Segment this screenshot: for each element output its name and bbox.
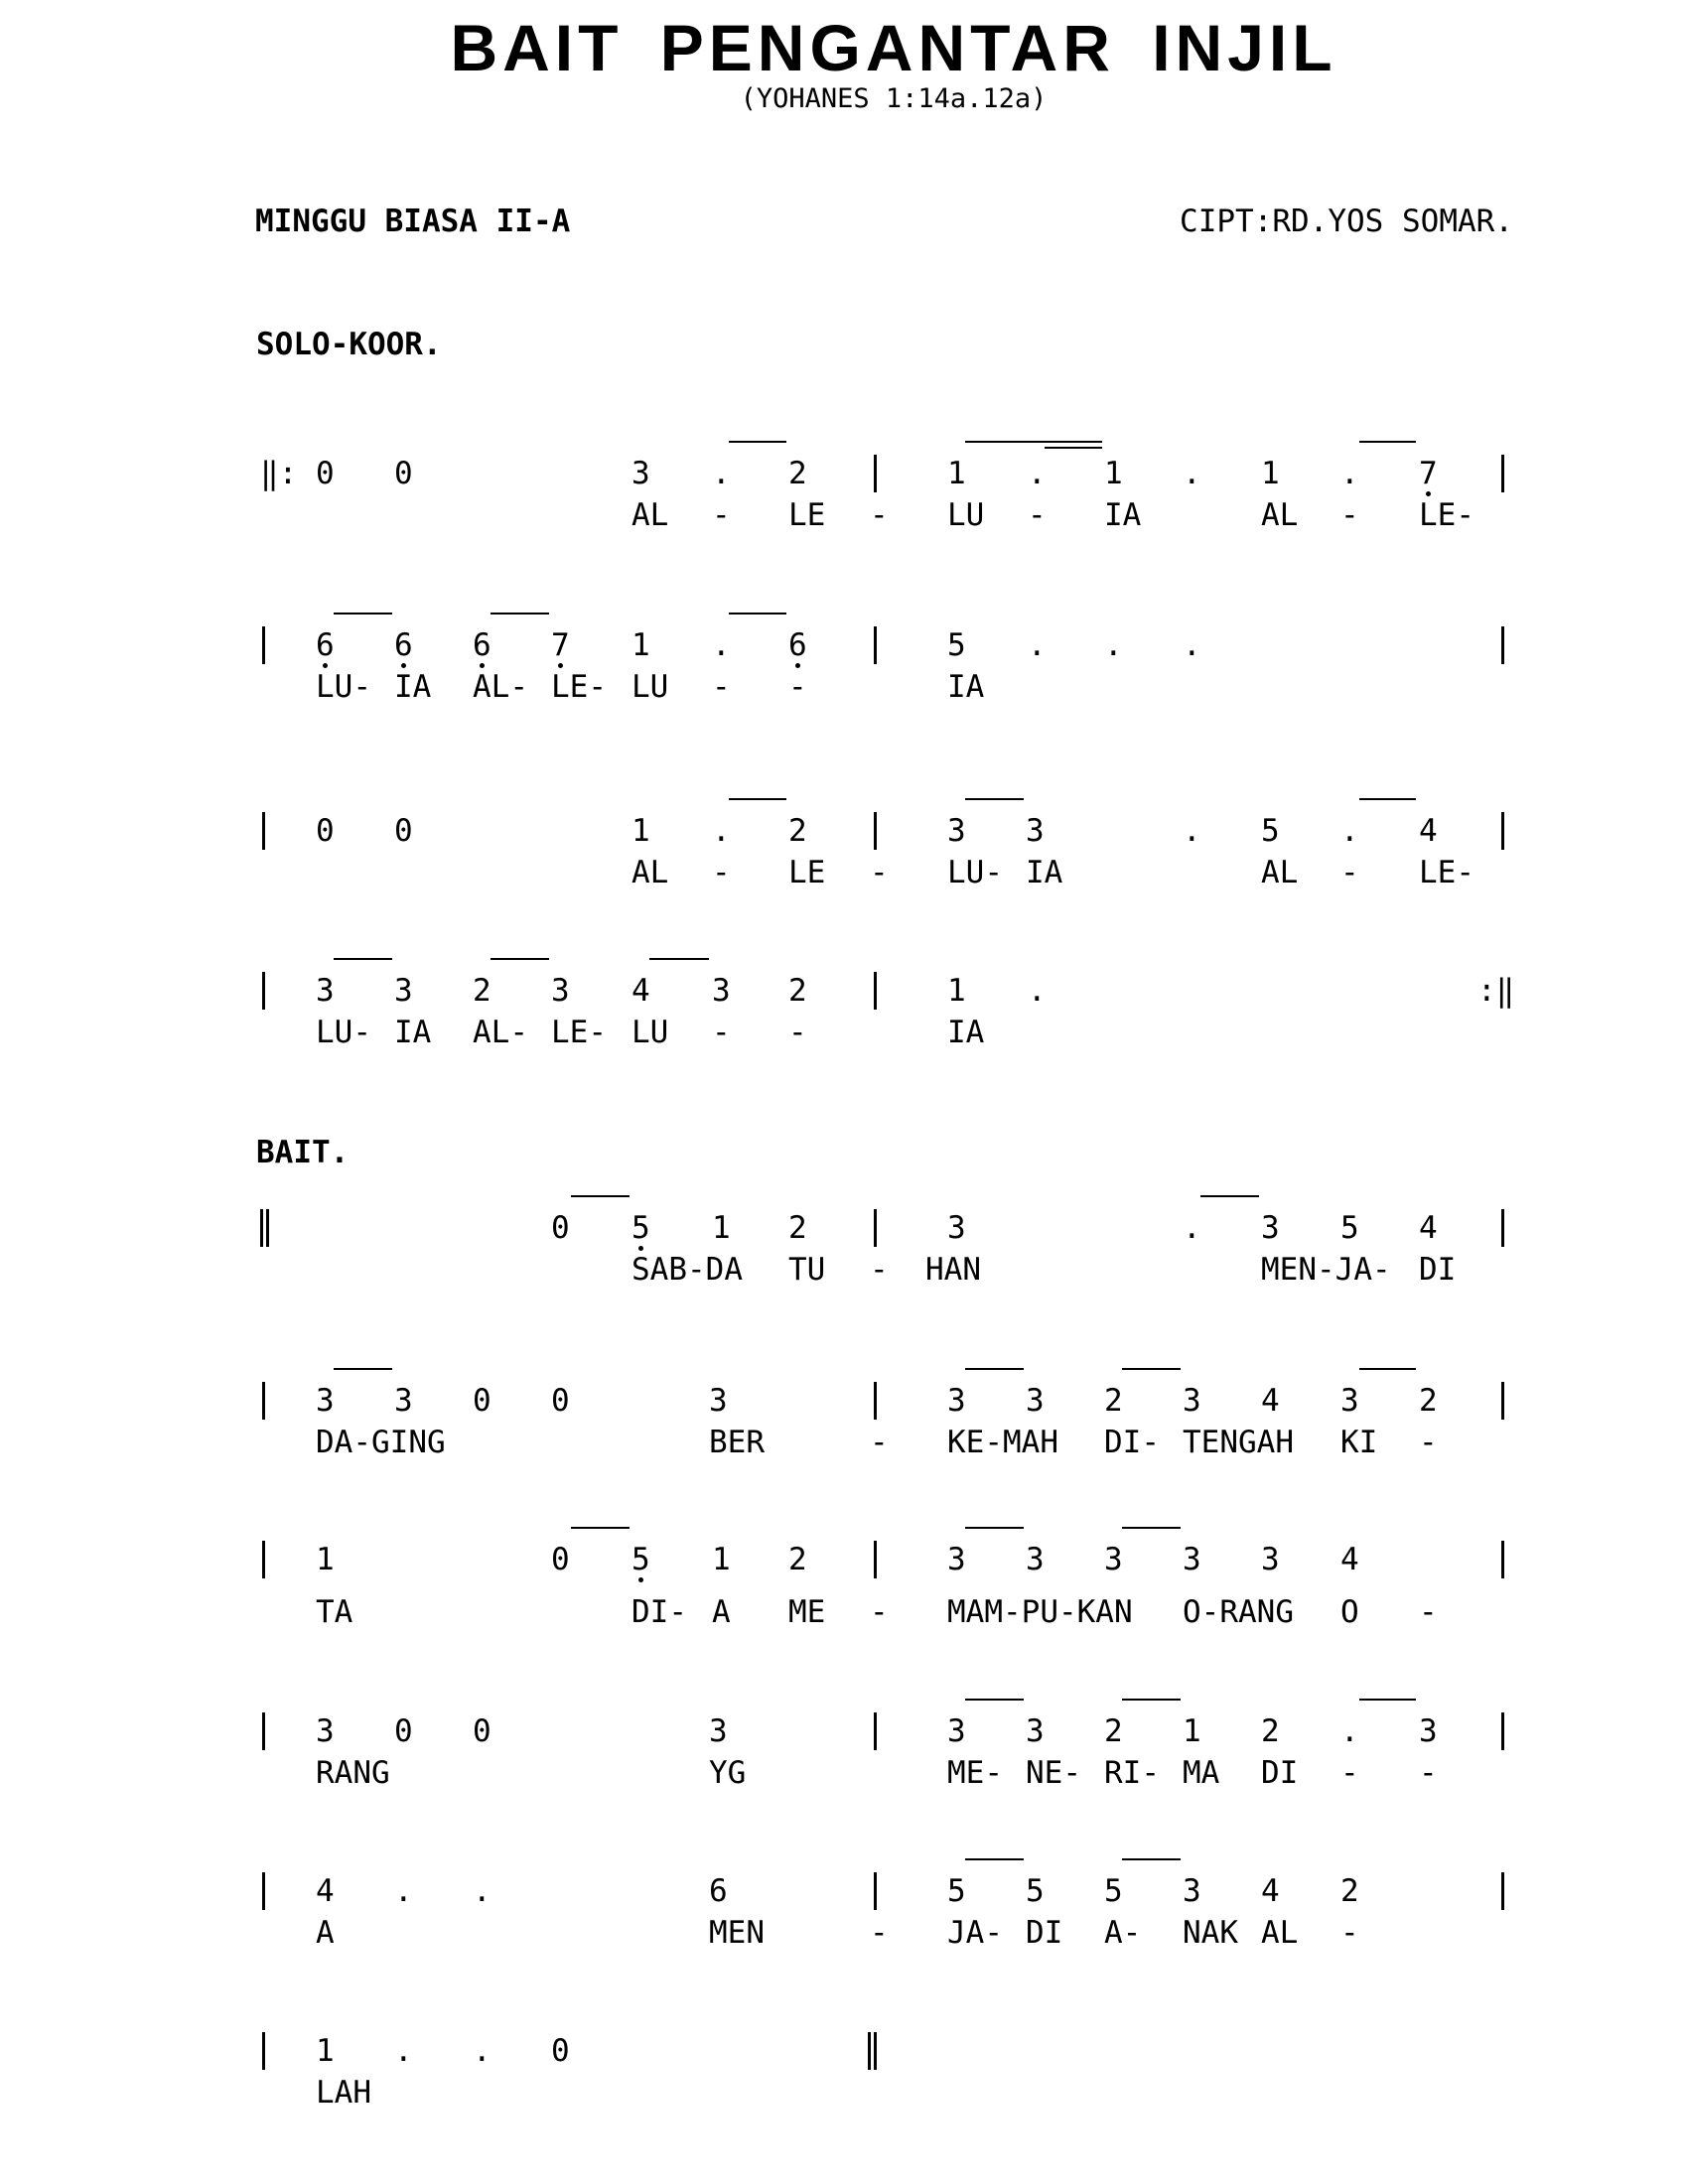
lyric-syllable: IA [947,1015,985,1050]
lyric-syllable: - [1419,1594,1438,1630]
double-barline [266,1209,269,1247]
note-symbol: 2 [1340,1873,1359,1909]
lyric-syllable: KE-MAH [947,1425,1058,1460]
lyric-syllable: AL [632,855,669,890]
barline [1501,1712,1504,1750]
note-symbol: 0 [473,1383,491,1419]
lower-octave-dot [480,663,485,668]
note-symbol: 1 [712,1542,731,1577]
lyric-syllable: AL [1261,855,1299,890]
lyric-syllable: - [1028,497,1047,533]
lyric-syllable: LU [632,1015,669,1050]
lyric-syllable: AL- [473,669,528,705]
note-symbol: . [712,456,731,491]
lyric-syllable: DI [1261,1755,1299,1791]
note-symbol: 6 [394,627,413,663]
note-symbol: 3 [316,973,335,1009]
beam-line [491,958,549,960]
note-symbol: 0 [551,2033,570,2069]
note-symbol: . [1183,627,1201,663]
note-symbol: 3 [1026,1383,1045,1419]
lower-octave-dot [1426,491,1431,496]
barline [262,1712,265,1750]
lyric-syllable: LE- [551,1015,607,1050]
beam-line [1122,1858,1181,1860]
lyric-syllable: - [870,497,889,533]
beam-line [571,1195,630,1197]
note-symbol: . [394,2033,413,2069]
barline [1501,1872,1504,1910]
lyric-syllable: LU- [947,855,1003,890]
page-title: BAIT PENGANTAR INJIL [450,11,1337,84]
lyric-syllable: MEN [709,1915,765,1951]
barline [874,1209,877,1247]
lyric-syllable: - [1419,1755,1438,1791]
lyric-syllable: O [1340,1594,1359,1630]
lyric-syllable: - [712,855,731,890]
beam-line [1122,1368,1181,1370]
note-symbol: :‖ [1477,973,1515,1009]
lyric-syllable: JA- [947,1915,1003,1951]
lyric-syllable: RI- [1104,1755,1160,1791]
note-symbol: 2 [1261,1713,1280,1749]
barline [874,1382,877,1420]
lyric-syllable: - [1340,1755,1359,1791]
lyric-syllable: - [1340,855,1359,890]
note-symbol: 4 [316,1873,335,1909]
lyric-syllable: LAH [316,2075,371,2111]
barline [262,972,265,1010]
barline [1501,1541,1504,1578]
section-heading-refrain: SOLO-KOOR. [256,327,442,362]
note-symbol: 1 [947,456,966,491]
lower-octave-dot [638,1577,643,1582]
barline [874,1541,877,1578]
note-symbol: . [394,1873,413,1909]
lyric-syllable: SAB-DA [632,1252,743,1288]
note-symbol: 2 [788,1210,807,1246]
note-symbol: 4 [1340,1542,1359,1577]
lyric-syllable: A [316,1915,335,1951]
note-symbol: 5 [947,1873,966,1909]
note-symbol: 2 [788,973,807,1009]
note-symbol: . [712,813,731,849]
lower-octave-dot [401,663,406,668]
lower-octave-dot [558,663,563,668]
note-symbol: 1 [632,813,650,849]
occasion-label: MINGGU BIASA II-A [255,204,571,239]
note-symbol: 3 [947,1542,966,1577]
note-symbol: 6 [788,627,807,663]
note-symbol: 3 [1183,1542,1201,1577]
note-symbol: 3 [1104,1542,1123,1577]
note-symbol: 1 [712,1210,731,1246]
note-symbol: 0 [394,456,413,491]
barline [1501,1382,1504,1420]
lyric-syllable: TENGAH [1183,1425,1294,1460]
note-symbol: 5 [632,1542,650,1577]
barline [874,1712,877,1750]
note-symbol: 3 [1026,1542,1045,1577]
barline [262,1541,265,1578]
double-barline [874,2032,877,2070]
barline [874,455,877,492]
section-heading-verse: BAIT. [256,1135,350,1170]
lyric-syllable: DI- [1104,1425,1160,1460]
note-symbol: 1 [947,973,966,1009]
lyric-syllable: LE [788,497,826,533]
beam-line [729,441,786,443]
lyric-syllable: IA [947,669,985,705]
beam-line [965,441,1102,443]
double-barline [868,2032,871,2070]
note-symbol: . [1028,627,1047,663]
barline [262,626,265,664]
beam-line [965,1368,1024,1370]
note-symbol: 2 [1104,1713,1123,1749]
lyric-syllable: - [712,1015,731,1050]
lyric-syllable: IA [394,1015,432,1050]
note-symbol: 4 [1261,1873,1280,1909]
note-symbol: 3 [1261,1210,1280,1246]
note-symbol: 6 [316,627,335,663]
note-symbol: . [1340,1713,1359,1749]
note-symbol: 1 [1183,1713,1201,1749]
note-symbol: 3 [1183,1873,1201,1909]
note-symbol: 5 [947,627,966,663]
note-symbol: ‖: [260,456,298,491]
barline [874,1872,877,1910]
lyric-syllable: - [712,669,731,705]
lyric-syllable: LU- [316,669,371,705]
beam-line [1359,1368,1416,1370]
note-symbol: 0 [473,1713,491,1749]
barline [874,626,877,664]
note-symbol: 5 [1026,1873,1045,1909]
note-symbol: 4 [1419,1210,1438,1246]
note-symbol: 7 [1419,456,1438,491]
lyric-syllable: A [712,1594,731,1630]
barline [874,812,877,850]
note-symbol: 2 [1419,1383,1438,1419]
note-symbol: 0 [551,1542,570,1577]
beam-line [334,613,392,614]
beam-line [1359,798,1416,800]
note-symbol: 3 [947,1210,966,1246]
lyric-syllable: MAM-PU-KAN [947,1594,1133,1630]
barline [262,1382,265,1420]
note-symbol: 3 [1419,1713,1438,1749]
note-symbol: . [712,627,731,663]
note-symbol: 0 [551,1210,570,1246]
lyric-syllable: HAN [925,1252,981,1288]
lyric-syllable: - [788,1015,807,1050]
note-symbol: 3 [947,813,966,849]
lyric-syllable: DA-GING [316,1425,446,1460]
lyric-syllable: NAK [1183,1915,1238,1951]
note-symbol: 3 [1340,1383,1359,1419]
lyric-syllable: - [1340,497,1359,533]
beam-line [649,958,709,960]
lyric-syllable: DI [1026,1915,1063,1951]
scripture-reference: (YOHANES 1:14a.12a) [740,83,1048,114]
note-symbol: 2 [473,973,491,1009]
note-symbol: 1 [632,627,650,663]
lyric-syllable: DI- [632,1594,687,1630]
note-symbol: 3 [1026,813,1045,849]
lyric-syllable: LU [632,669,669,705]
barline [1501,1209,1504,1247]
lyric-syllable: KI [1340,1425,1378,1460]
beam-line [334,958,392,960]
note-symbol: . [473,2033,491,2069]
beam-line [334,1368,392,1370]
beam-line [965,1527,1024,1529]
lower-octave-dot [638,1246,643,1251]
lower-octave-dot [323,663,328,668]
lyric-syllable: AL- [473,1015,528,1050]
barline [262,1872,265,1910]
lyric-syllable: LU- [316,1015,371,1050]
lyric-syllable: BER [709,1425,765,1460]
barline [1501,455,1504,492]
note-symbol: 3 [947,1383,966,1419]
lyric-syllable: TU [788,1252,826,1288]
lyric-syllable: - [870,855,889,890]
beam-line [1200,1195,1259,1197]
note-symbol: 3 [551,973,570,1009]
note-symbol: 6 [709,1873,728,1909]
note-symbol: 1 [316,1542,335,1577]
beam-line [571,1527,630,1529]
note-symbol: 0 [394,1713,413,1749]
barline [262,812,265,850]
note-symbol: . [1340,813,1359,849]
lyric-syllable: IA [394,669,432,705]
note-symbol: 1 [1261,456,1280,491]
note-symbol: 5 [1261,813,1280,849]
double-barline [260,1209,263,1247]
note-symbol: 2 [788,1542,807,1577]
lyric-syllable: AL [632,497,669,533]
barline [874,972,877,1010]
beam-line [491,613,549,614]
note-symbol: 3 [316,1383,335,1419]
lyric-syllable: MEN-JA- [1261,1252,1391,1288]
note-symbol: 1 [1104,456,1123,491]
lyric-syllable: LE- [551,669,607,705]
note-symbol: 3 [947,1713,966,1749]
lyric-syllable: LE- [1419,497,1474,533]
barline [1501,626,1504,664]
lyric-syllable: - [788,669,807,705]
lyric-syllable: - [870,1252,889,1288]
lower-octave-dot [795,663,800,668]
note-symbol: 1 [316,2033,335,2069]
lyric-syllable: TA [316,1594,353,1630]
beam-line [1359,1699,1416,1701]
note-symbol: . [1183,1210,1201,1246]
beam-line [965,1699,1024,1701]
lyric-syllable: ME [788,1594,826,1630]
note-symbol: 5 [632,1210,650,1246]
barline [1501,812,1504,850]
note-symbol: 3 [394,973,413,1009]
lyric-syllable: LU [947,497,985,533]
note-symbol: 0 [551,1383,570,1419]
lyric-syllable: - [1340,1915,1359,1951]
note-symbol: 7 [551,627,570,663]
note-symbol: 0 [316,813,335,849]
beam-line [1359,441,1416,443]
note-symbol: 3 [394,1383,413,1419]
beam-line [1122,1527,1181,1529]
note-symbol: 3 [709,1383,728,1419]
lyric-syllable: A- [1104,1915,1142,1951]
note-symbol: 3 [1026,1713,1045,1749]
lyric-syllable: O-RANG [1183,1594,1294,1630]
lyric-syllable: AL [1261,1915,1299,1951]
note-symbol: 0 [394,813,413,849]
lyric-syllable: - [870,1594,889,1630]
lyric-syllable: IA [1104,497,1142,533]
lyric-syllable: AL [1261,497,1299,533]
lyric-syllable: DI [1419,1252,1457,1288]
lyric-syllable: RANG [316,1755,390,1791]
beam-line [729,613,786,614]
note-symbol: 3 [709,1713,728,1749]
beam-line [1045,447,1102,449]
lyric-syllable: LE- [1419,855,1474,890]
lyric-syllable: - [870,1915,889,1951]
note-symbol: . [1183,813,1201,849]
note-symbol: 5 [1104,1873,1123,1909]
note-symbol: 4 [1261,1383,1280,1419]
note-symbol: 0 [316,456,335,491]
note-symbol: 3 [1261,1542,1280,1577]
lyric-syllable: - [1419,1425,1438,1460]
lyric-syllable: LE [788,855,826,890]
note-symbol: . [1340,456,1359,491]
note-symbol: 2 [788,456,807,491]
note-symbol: 4 [632,973,650,1009]
note-symbol: . [1028,456,1047,491]
note-symbol: 4 [1419,813,1438,849]
note-symbol: . [473,1873,491,1909]
note-symbol: . [1028,973,1047,1009]
note-symbol: 2 [1104,1383,1123,1419]
note-symbol: 6 [473,627,491,663]
beam-line [965,1858,1024,1860]
lyric-syllable: MA [1183,1755,1220,1791]
beam-line [1122,1699,1181,1701]
note-symbol: 3 [1183,1383,1201,1419]
note-symbol: . [1104,627,1123,663]
lyric-syllable: IA [1026,855,1063,890]
note-symbol: 3 [712,973,731,1009]
beam-line [729,798,786,800]
note-symbol: 3 [632,456,650,491]
lyric-syllable: ME- [947,1755,1003,1791]
barline [262,2032,265,2070]
note-symbol: . [1183,456,1201,491]
lyric-syllable: - [712,497,731,533]
lyric-syllable: NE- [1026,1755,1081,1791]
composer-credit: CIPT:RD.YOS SOMAR. [1180,204,1513,239]
note-symbol: 2 [788,813,807,849]
lyric-syllable: - [870,1425,889,1460]
note-symbol: 5 [1340,1210,1359,1246]
note-symbol: 3 [316,1713,335,1749]
beam-line [965,798,1024,800]
lyric-syllable: YG [709,1755,747,1791]
